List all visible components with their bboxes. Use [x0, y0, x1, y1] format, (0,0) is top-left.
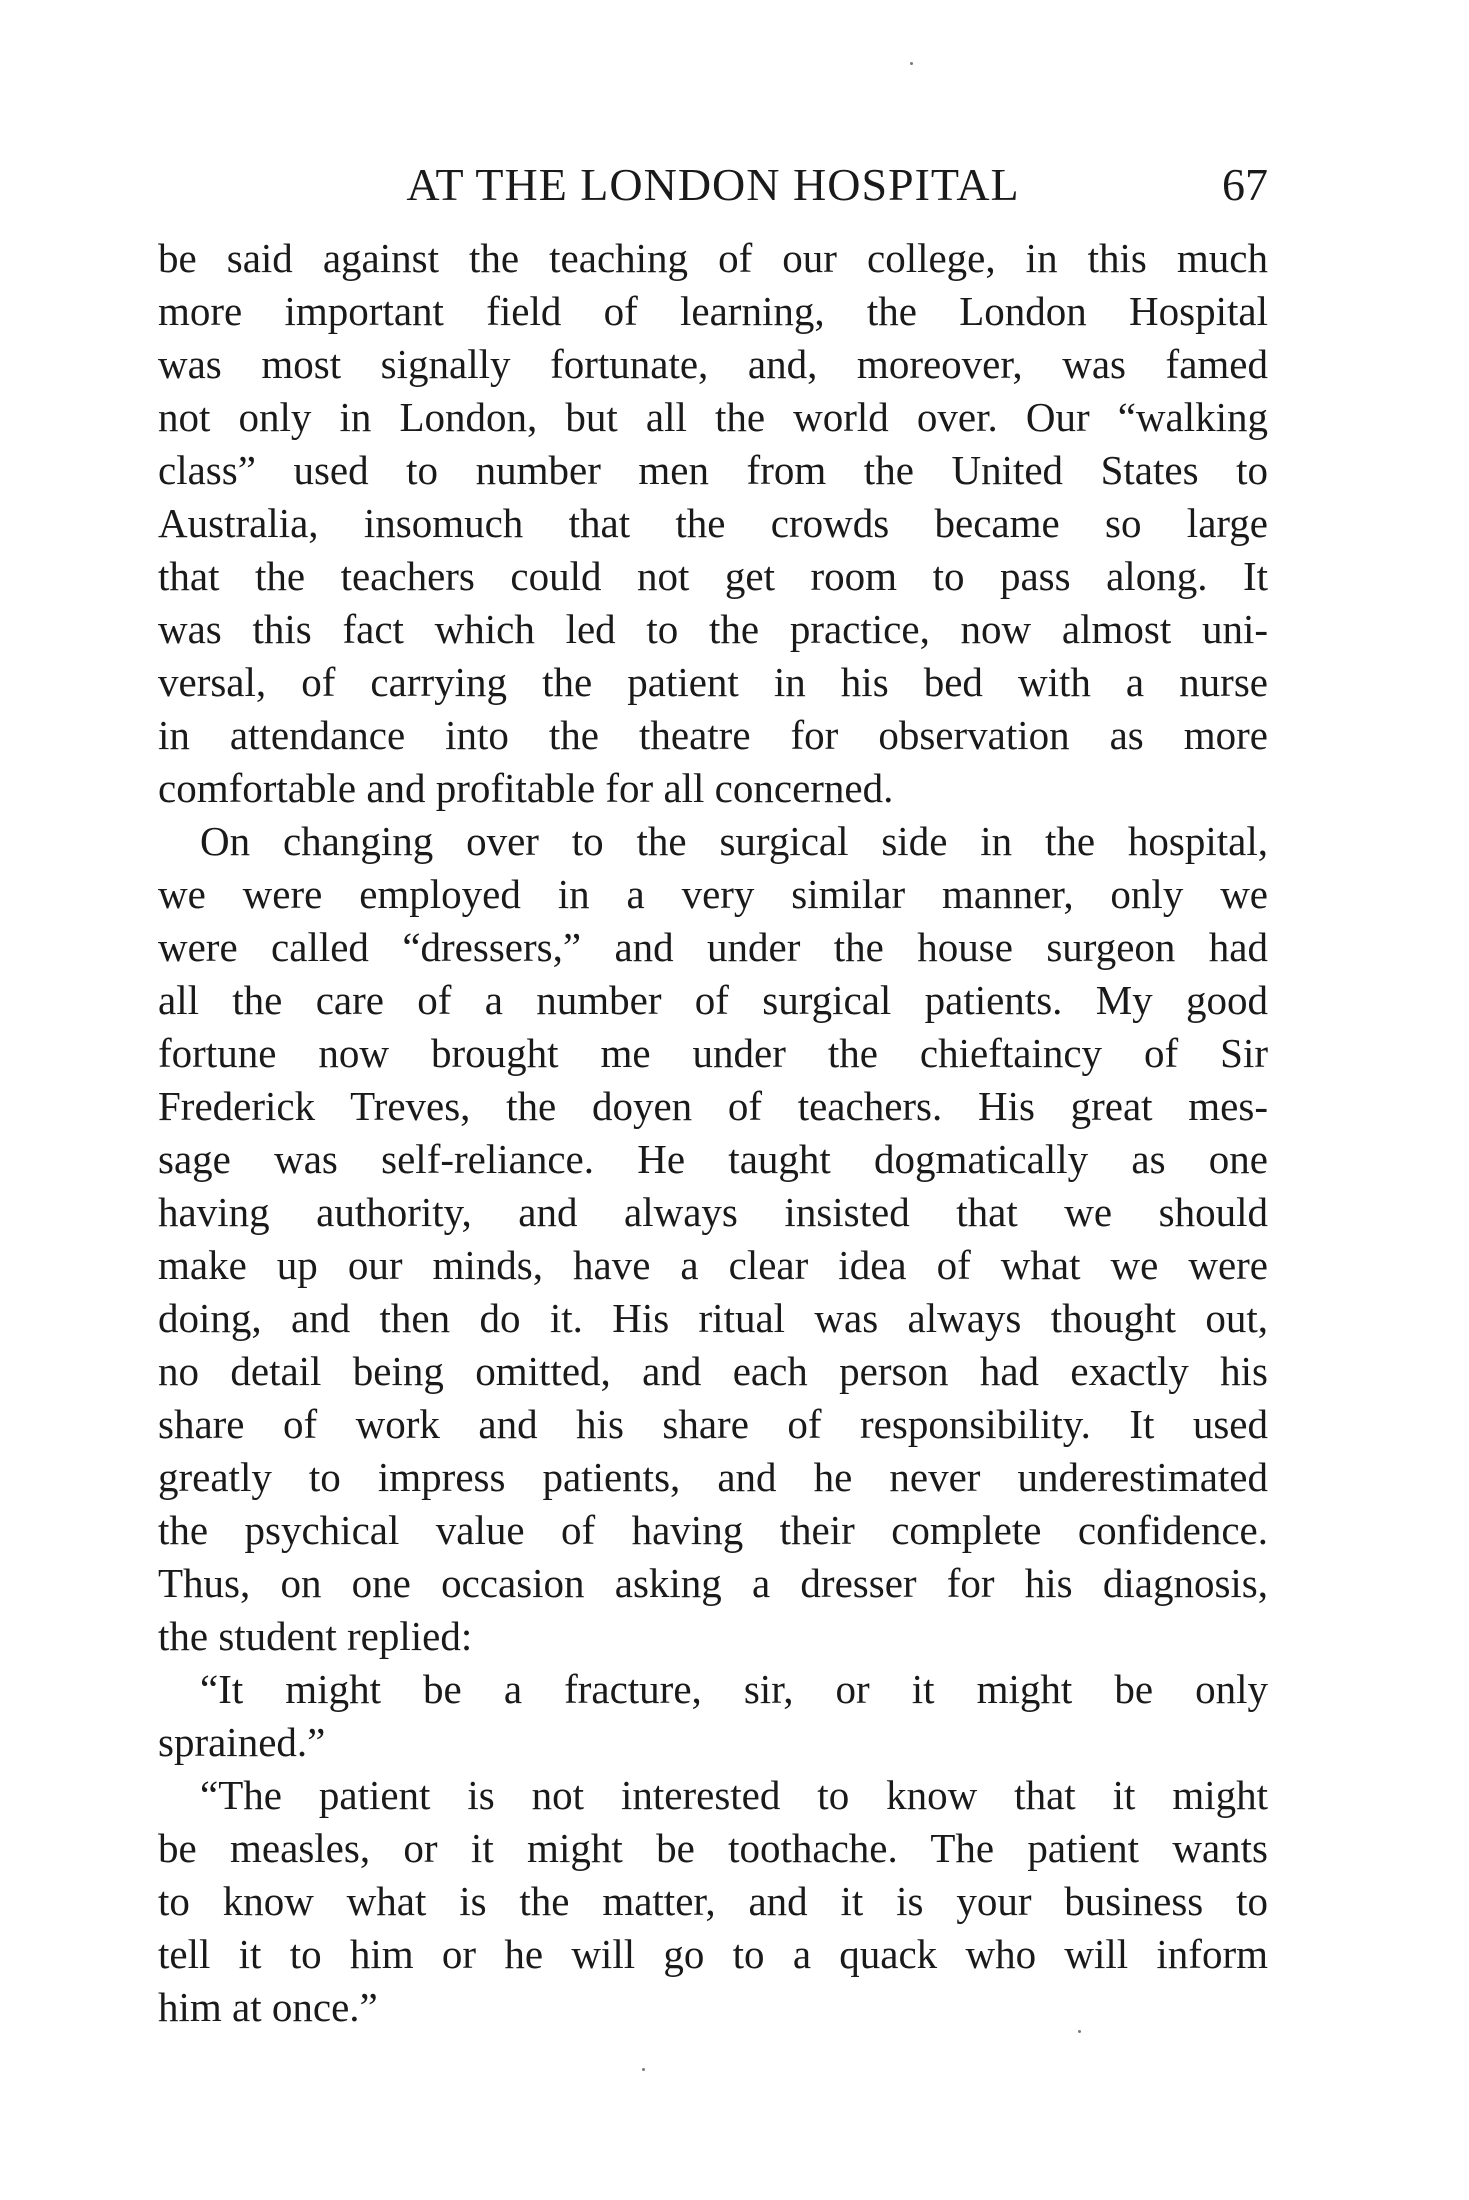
- text-line: all the care of a number of surgical patients. My good: [158, 977, 1268, 1023]
- text-line: sage was self-reliance. He taught dogmatically as one: [158, 1136, 1268, 1182]
- page-number: 67: [1222, 159, 1268, 210]
- text-line: class” used to number men from the United States to: [158, 447, 1268, 493]
- text-line: more important field of learning, the London Hospital: [158, 288, 1268, 334]
- text-line: in attendance into the theatre for observation as more: [158, 712, 1268, 758]
- text-line: Frederick Treves, the doyen of teachers. His great mes-: [158, 1083, 1268, 1129]
- text-line: we were employed in a very similar manner, only we: [158, 871, 1268, 917]
- text-line: doing, and then do it. His ritual was always thought out,: [158, 1295, 1268, 1341]
- text-line: make up our minds, have a clear idea of what we were: [158, 1242, 1268, 1288]
- text-line: share of work and his share of responsibility. It used: [158, 1401, 1268, 1447]
- text-line: On changing over to the surgical side in the hospital,: [200, 818, 1268, 864]
- text-line: was this fact which led to the practice, now almost uni-: [158, 606, 1268, 652]
- paper-speck: [1078, 2030, 1081, 2033]
- page-header: [158, 150, 1268, 220]
- text-line: “The patient is not interested to know that it might: [200, 1772, 1268, 1818]
- running-title: AT THE LONDON HOSPITAL: [406, 159, 1020, 210]
- text-line: be measles, or it might be toothache. The patient wants: [158, 1825, 1268, 1871]
- text-line: the student replied:: [158, 1613, 473, 1659]
- body-text: [158, 232, 1268, 2034]
- text-line: him at once.”: [158, 1984, 378, 2030]
- text-line: comfortable and profitable for all concerned.: [158, 765, 894, 811]
- text-line: sprained.”: [158, 1719, 326, 1765]
- paper-speck: [642, 2068, 645, 2071]
- text-line: having authority, and always insisted that we should: [158, 1189, 1268, 1235]
- text-line: Thus, on one occasion asking a dresser for his diagnosis,: [158, 1560, 1268, 1606]
- text-line: the psychical value of having their complete confidence.: [158, 1507, 1268, 1553]
- text-line: no detail being omitted, and each person had exactly his: [158, 1348, 1268, 1394]
- text-line: was most signally fortunate, and, moreover, was famed: [158, 341, 1268, 387]
- text-line: were called “dressers,” and under the house surgeon had: [158, 924, 1268, 970]
- text-line: fortune now brought me under the chieftaincy of Sir: [158, 1030, 1268, 1076]
- text-line: not only in London, but all the world over. Our “walking: [158, 394, 1268, 440]
- text-line: be said against the teaching of our college, in this much: [158, 235, 1268, 281]
- text-line: to know what is the matter, and it is your business to: [158, 1878, 1268, 1924]
- text-line: tell it to him or he will go to a quack who will inform: [158, 1931, 1268, 1977]
- text-line: Australia, insomuch that the crowds became so large: [158, 500, 1268, 546]
- text-line: “It might be a fracture, sir, or it might be only: [200, 1666, 1268, 1712]
- text-line: versal, of carrying the patient in his bed with a nurse: [158, 659, 1268, 705]
- text-line: that the teachers could not get room to pass along. It: [158, 553, 1268, 599]
- text-line: greatly to impress patients, and he never underestimated: [158, 1454, 1268, 1500]
- paper-speck: [910, 62, 913, 65]
